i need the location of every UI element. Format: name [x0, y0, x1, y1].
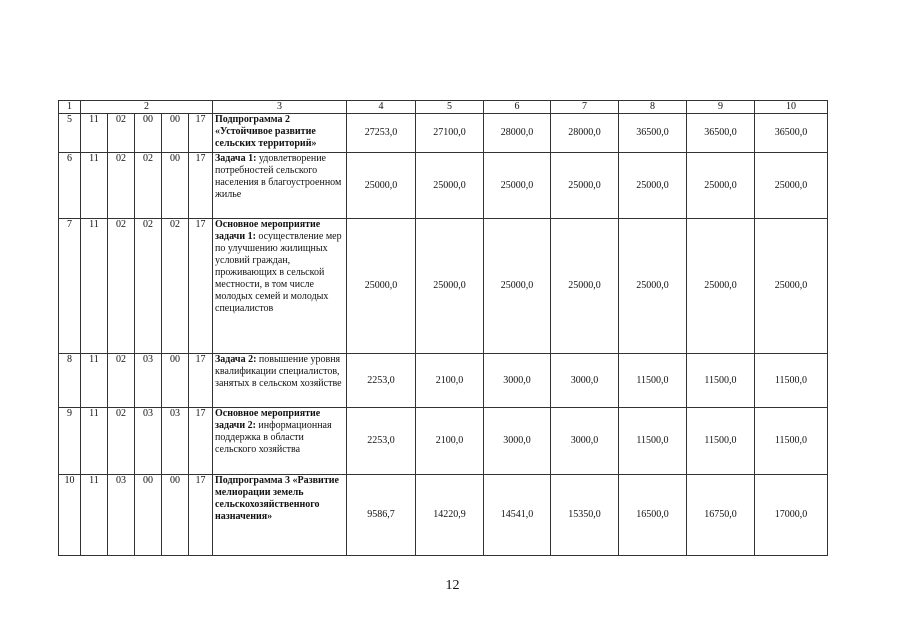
value-cell: 2253,0	[347, 354, 416, 408]
value-cell: 25000,0	[755, 219, 828, 354]
code-cell: 17	[189, 354, 213, 408]
code-cell: 02	[135, 219, 162, 354]
code-cell: 11	[81, 354, 108, 408]
table-row	[59, 475, 828, 556]
value-cell: 3000,0	[484, 408, 551, 475]
value-cell: 11500,0	[687, 354, 755, 408]
value-cell: 16750,0	[687, 475, 755, 556]
header-cell: 6	[484, 101, 551, 114]
value-cell: 14541,0	[484, 475, 551, 556]
code-cell: 03	[135, 354, 162, 408]
code-cell: 17	[189, 219, 213, 354]
header-cell: 1	[59, 101, 81, 114]
header-cell: 7	[551, 101, 619, 114]
value-cell: 15350,0	[551, 475, 619, 556]
code-cell: 17	[189, 114, 213, 153]
code-cell: 00	[162, 354, 189, 408]
value-cell: 17000,0	[755, 475, 828, 556]
code-cell: 00	[135, 475, 162, 556]
value-cell: 36500,0	[687, 114, 755, 153]
value-cell: 25000,0	[416, 219, 484, 354]
value-cell: 2100,0	[416, 408, 484, 475]
value-cell: 25000,0	[416, 153, 484, 219]
value-cell: 11500,0	[619, 354, 687, 408]
row-number-cell: 5	[59, 114, 81, 153]
code-cell: 00	[162, 475, 189, 556]
code-cell: 02	[108, 153, 135, 219]
name-bold-text: Подпрограмма 3 «Развитие мелиорации земель сельскохозяйственного назначения»	[215, 475, 339, 522]
page-number: 12	[445, 578, 460, 593]
table-row	[59, 354, 828, 408]
table-row	[59, 219, 828, 354]
value-cell: 25000,0	[347, 219, 416, 354]
budget-table	[58, 100, 828, 556]
value-cell: 25000,0	[551, 219, 619, 354]
value-cell: 2100,0	[416, 354, 484, 408]
code-cell: 17	[189, 153, 213, 219]
code-cell: 00	[135, 114, 162, 153]
code-cell: 02	[162, 219, 189, 354]
code-cell: 00	[162, 153, 189, 219]
value-cell: 11500,0	[755, 354, 828, 408]
code-cell: 02	[108, 114, 135, 153]
row-number-cell: 8	[59, 354, 81, 408]
value-cell: 3000,0	[551, 408, 619, 475]
name-cell	[213, 153, 347, 219]
name-bold-text: Подпрограмма 2 «Устойчивое развитие сельских территорий»	[215, 114, 317, 149]
name-bold-text: Основное мероприятие задачи 2:	[215, 408, 321, 431]
row-number-cell: 10	[59, 475, 81, 556]
name-plain-text: удовлетворение потребностей сельского населения в благоустроенном жилье	[215, 153, 342, 200]
header-cell: 5	[416, 101, 484, 114]
name-bold-text: Основное мероприятие задачи 1:	[215, 219, 321, 242]
value-cell: 2253,0	[347, 408, 416, 475]
value-cell: 27100,0	[416, 114, 484, 153]
header-cell: 8	[619, 101, 687, 114]
value-cell: 36500,0	[619, 114, 687, 153]
code-cell: 03	[162, 408, 189, 475]
value-cell: 9586,7	[347, 475, 416, 556]
header-row	[59, 101, 828, 114]
value-cell: 25000,0	[484, 219, 551, 354]
value-cell: 25000,0	[619, 219, 687, 354]
value-cell: 11500,0	[755, 408, 828, 475]
value-cell: 25000,0	[347, 153, 416, 219]
row-number-cell: 7	[59, 219, 81, 354]
header-cell: 2	[81, 101, 213, 114]
code-cell: 02	[108, 219, 135, 354]
name-bold-text: Задача 2:	[215, 354, 257, 365]
code-cell: 03	[135, 408, 162, 475]
row-number-cell: 9	[59, 408, 81, 475]
header-cell: 9	[687, 101, 755, 114]
value-cell: 36500,0	[755, 114, 828, 153]
table-row	[59, 153, 828, 219]
name-bold-text: Задача 1:	[215, 153, 257, 164]
value-cell: 25000,0	[755, 153, 828, 219]
code-cell: 11	[81, 153, 108, 219]
value-cell: 11500,0	[619, 408, 687, 475]
code-cell: 00	[162, 114, 189, 153]
value-cell: 11500,0	[687, 408, 755, 475]
table-row	[59, 114, 828, 153]
code-cell: 17	[189, 408, 213, 475]
value-cell: 28000,0	[484, 114, 551, 153]
name-cell	[213, 408, 347, 475]
value-cell: 25000,0	[687, 219, 755, 354]
code-cell: 11	[81, 114, 108, 153]
value-cell: 25000,0	[484, 153, 551, 219]
row-number-cell: 6	[59, 153, 81, 219]
value-cell: 3000,0	[484, 354, 551, 408]
value-cell: 25000,0	[687, 153, 755, 219]
value-cell: 27253,0	[347, 114, 416, 153]
value-cell: 16500,0	[619, 475, 687, 556]
code-cell: 03	[108, 475, 135, 556]
name-cell	[213, 219, 347, 354]
name-plain-text: осуществление мер по улучшению жилищных условий граждан, проживающих в сельской местности, в том числе молодых семей и молодых специалистов	[215, 231, 342, 314]
name-cell	[213, 114, 347, 153]
code-cell: 11	[81, 408, 108, 475]
value-cell: 3000,0	[551, 354, 619, 408]
header-cell: 4	[347, 101, 416, 114]
name-plain-text: повышение уровня квалификации специалистов, занятых в сельском хозяйстве	[215, 354, 342, 389]
table-row	[59, 408, 828, 475]
value-cell: 25000,0	[619, 153, 687, 219]
code-cell: 02	[108, 354, 135, 408]
code-cell: 02	[135, 153, 162, 219]
name-cell	[213, 354, 347, 408]
name-plain-text: информационная поддержка в области сельского хозяйства	[215, 420, 332, 455]
table-body	[59, 101, 828, 556]
name-cell	[213, 475, 347, 556]
code-cell: 11	[81, 475, 108, 556]
value-cell: 28000,0	[551, 114, 619, 153]
header-cell: 10	[755, 101, 828, 114]
value-cell: 25000,0	[551, 153, 619, 219]
value-cell: 14220,9	[416, 475, 484, 556]
code-cell: 02	[108, 408, 135, 475]
header-cell: 3	[213, 101, 347, 114]
code-cell: 11	[81, 219, 108, 354]
code-cell: 17	[189, 475, 213, 556]
